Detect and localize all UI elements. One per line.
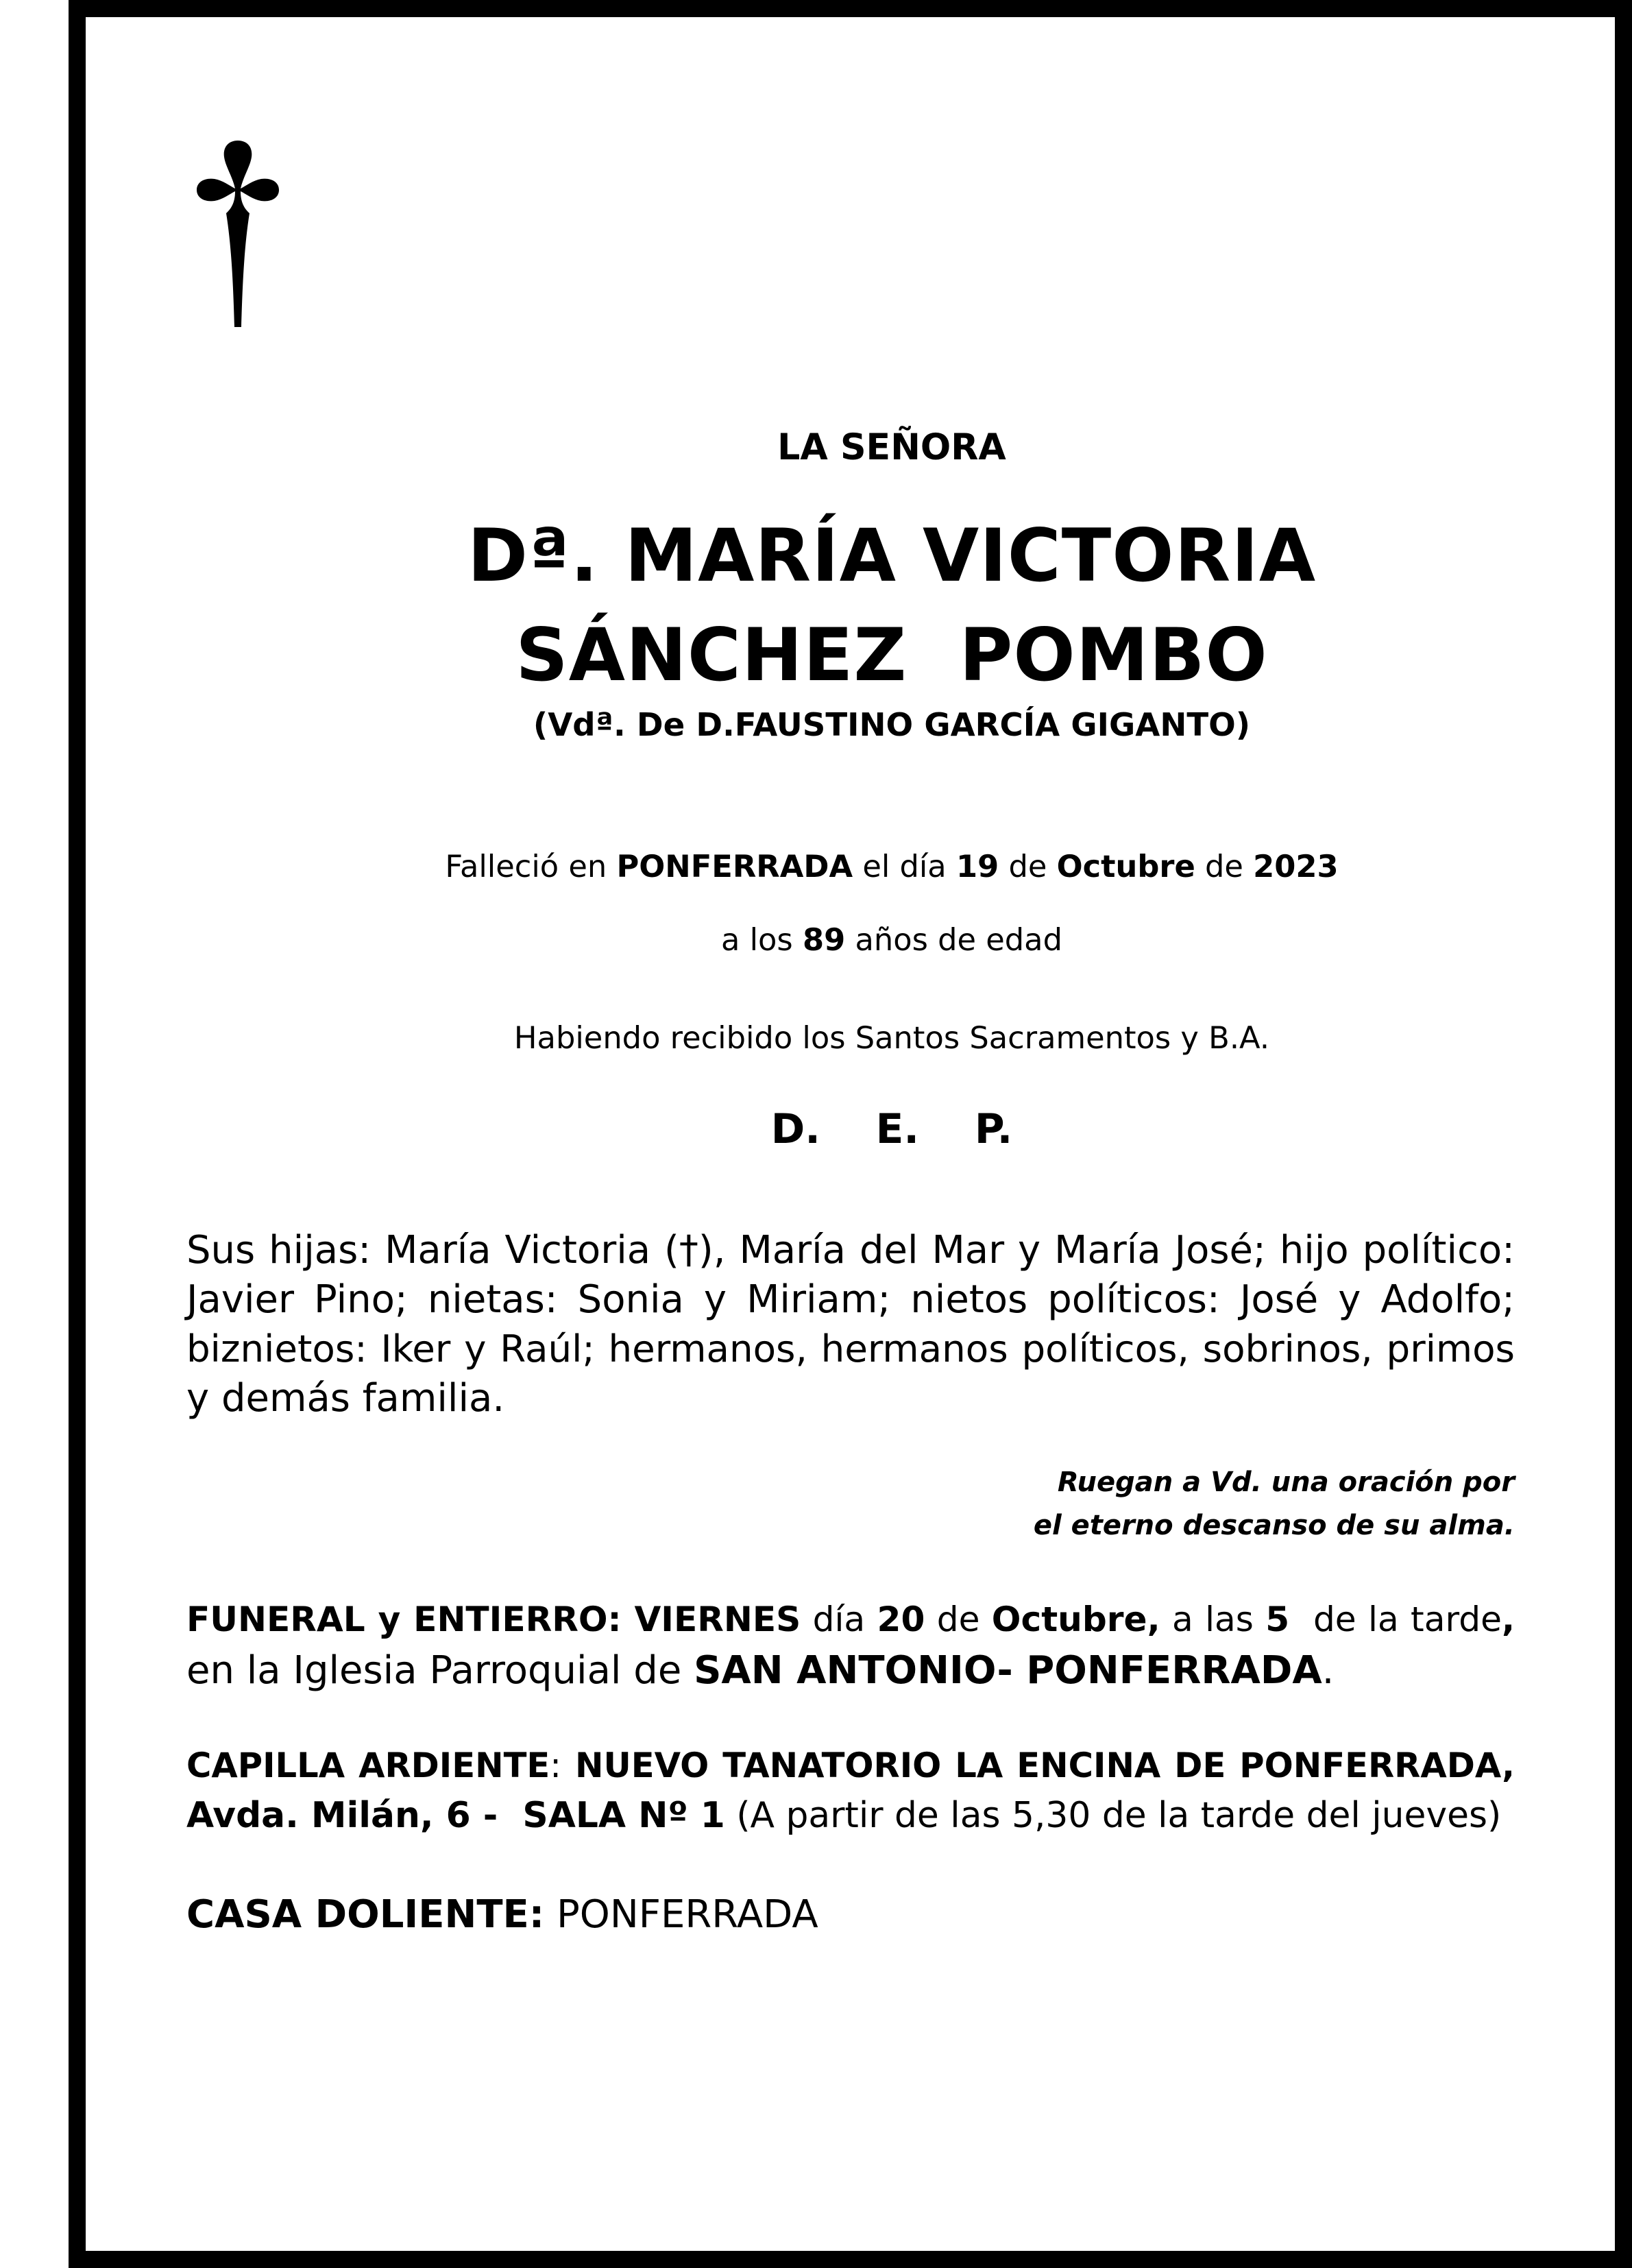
chapel-colon: : [550, 1746, 561, 1785]
family-line: Sus hijas: María Victoria (†), María del Mar y María José; hijo político: [186, 1228, 1515, 1272]
death-day: 19 [955, 848, 999, 884]
death-month: Octubre [1056, 848, 1195, 884]
age-info [186, 921, 1597, 958]
funeral-time-suffix: de la tarde [1289, 1599, 1502, 1639]
funeral-of: de [925, 1599, 992, 1639]
age-years: 89 [802, 921, 846, 958]
rip-abbreviation [186, 1106, 1597, 1153]
funeral-line-1 [186, 1599, 1515, 1639]
funeral-church: SAN ANTONIO- PONFERRADA [694, 1648, 1322, 1693]
death-info [186, 848, 1597, 884]
home-line [186, 1892, 1515, 1937]
deceased-name-line-2: SÁNCHEZ POMBO [515, 613, 1268, 698]
age-prefix: a los [721, 921, 803, 958]
family-line: Javier Pino; nietas: Sonia y Miriam; nietos políticos: José y Adolfo; [186, 1277, 1515, 1322]
funeral-time: 5 [1265, 1599, 1290, 1639]
chapel-label: CAPILLA ARDIENTE [186, 1746, 550, 1785]
chapel-hours: (A partir de las 5,30 de la tarde del jueves) [724, 1795, 1502, 1836]
funeral-time-label: a las [1160, 1599, 1266, 1639]
death-of-2: de [1195, 848, 1254, 884]
funeral-period: . [1322, 1648, 1335, 1693]
death-of-1: de [999, 848, 1057, 884]
funeral-month: Octubre, [991, 1599, 1160, 1639]
widow-of: (Vdª. De D.FAUSTINO GARCÍA GIGANTO) [533, 706, 1251, 743]
death-day-label: el día [853, 848, 956, 884]
chapel-line-1 [186, 1746, 1515, 1785]
death-prefix: Falleció en [445, 848, 617, 884]
death-year: 2023 [1253, 848, 1339, 884]
chapel-line-2 [186, 1795, 1515, 1836]
family-line: y demás familia. [186, 1376, 505, 1421]
home-label: CASA DOLIENTE: [186, 1892, 545, 1937]
rip-d: D. [770, 1106, 820, 1153]
age-suffix: años de edad [845, 921, 1062, 958]
funeral-comma: , [1501, 1599, 1515, 1639]
chapel-address: Avda. Milán, 6 - SALA Nº 1 [186, 1795, 725, 1836]
rip-p: P. [974, 1106, 1013, 1153]
prayer-line-2: el eterno descanso de su alma. [1033, 1510, 1515, 1541]
funeral-line-2 [186, 1648, 1515, 1693]
funeral-day: 20 [877, 1599, 925, 1639]
cross-icon [195, 141, 281, 333]
funeral-label: FUNERAL y ENTIERRO: VIERNES [186, 1599, 801, 1639]
deceased-name-line-1: Dª. MARÍA VICTORIA [467, 514, 1317, 599]
death-place: PONFERRADA [616, 848, 853, 884]
chapel-place: NUEVO TANATORIO LA ENCINA DE PONFERRADA, [561, 1746, 1515, 1785]
sacraments: Habiendo recibido los Santos Sacramentos y B.A. [513, 1020, 1270, 1056]
prayer-line-1: Ruegan a Vd. una oración por [1057, 1467, 1515, 1498]
home-value: PONFERRADA [544, 1892, 818, 1937]
family-line: biznietos: Iker y Raúl; hermanos, hermanos políticos, sobrinos, primos [186, 1327, 1515, 1371]
funeral-day-label: día [801, 1599, 877, 1639]
intro-title: LA SEÑORA [777, 427, 1006, 468]
funeral-church-prefix: en la Iglesia Parroquial de [186, 1648, 694, 1693]
rip-e: E. [875, 1106, 920, 1153]
